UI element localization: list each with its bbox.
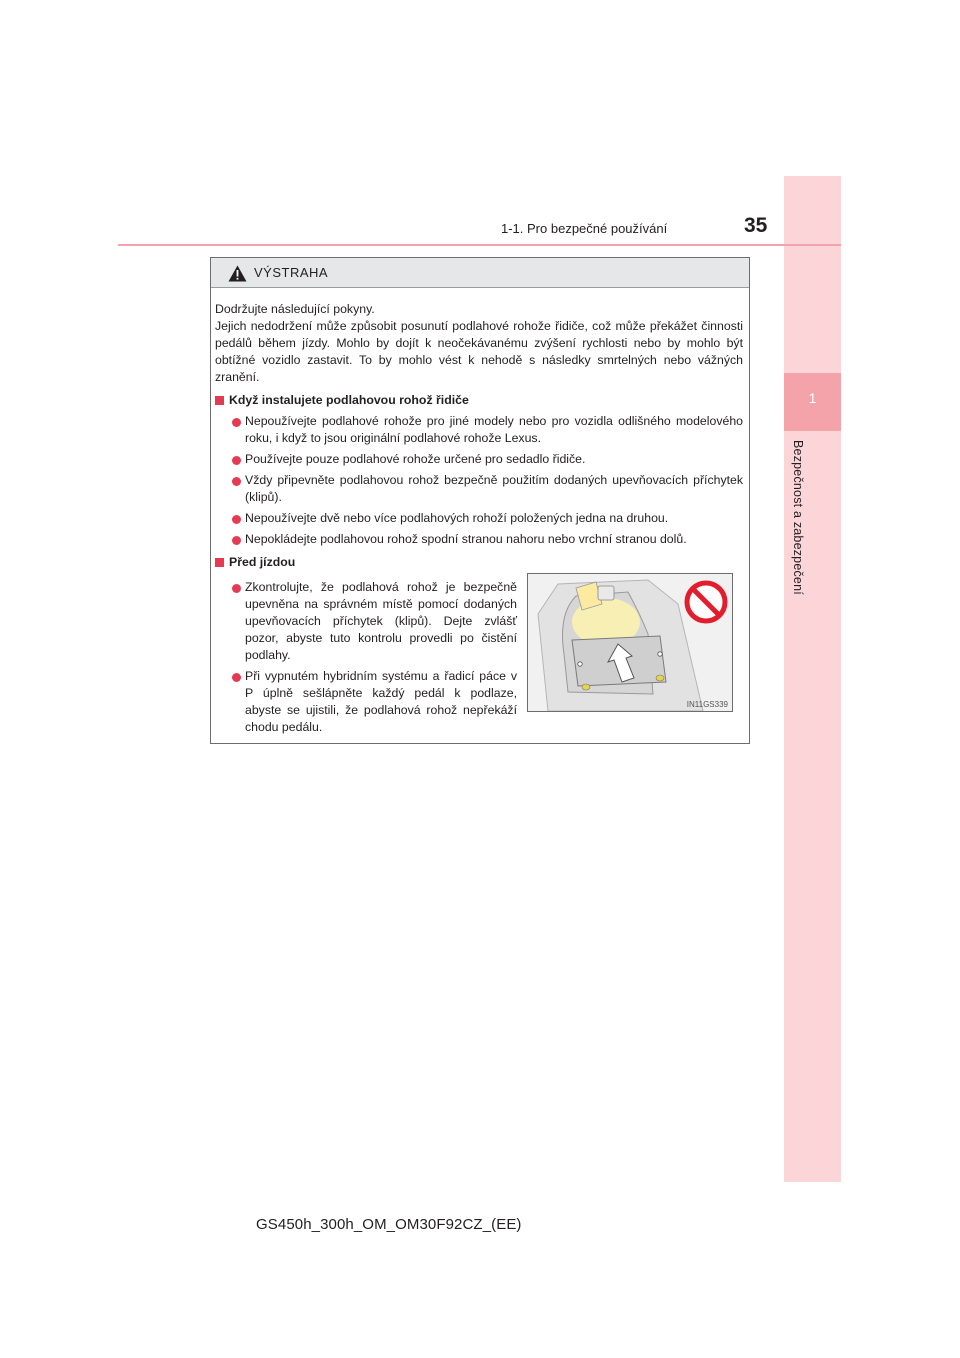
floor-mat-drawing — [528, 574, 732, 711]
warning-triangle-icon — [228, 265, 247, 282]
intro-line: Dodržujte následující pokyny. — [215, 302, 375, 316]
red-square-icon — [215, 396, 224, 405]
red-bullet-icon — [232, 515, 241, 524]
list-item: Vždy připevněte podlahovou rohož bezpečně použitím dodaných upevňovacích příchytek (klipů). — [215, 472, 743, 506]
section-heading — [215, 554, 743, 571]
list-item: Nepokládejte podlahovou rohož spodní stranou nahoru nebo vrchní stranou dolů. — [215, 531, 743, 548]
chapter-number: 1 — [808, 390, 817, 406]
section-title: 1-1. Pro bezpečné používání — [501, 221, 668, 236]
before-driving-list — [215, 575, 517, 748]
intro-paragraph: Jejich nedodržení může způsobit posunutí podlahové rohože řidiče, což může překážet činnosti pedálů během jízdy. Mohlo by dojít k neočekávanému zvýšení rychlosti nebo by mohlo být obtížné vozidlo zastavit. To by mohlo vést k nehodě s následky smrtelných nebo vážných zranění. — [215, 319, 743, 384]
red-bullet-icon — [232, 456, 241, 465]
section-heading-text: Když instalujete podlahovou rohož řidiče — [229, 393, 469, 407]
section-heading — [215, 392, 743, 409]
list-item: Při vypnutém hybridním systému a řadicí páce v P úplně sešlápněte každý pedál k podlaze, abyste se ujistili, že podlahová rohož nepřekáží chodu pedálu. — [215, 668, 517, 736]
red-bullet-icon — [232, 584, 241, 593]
red-bullet-icon — [232, 477, 241, 486]
red-bullet-icon — [232, 418, 241, 427]
chapter-sidebar — [784, 176, 841, 1182]
warning-body — [215, 301, 743, 571]
list-item: Používejte pouze podlahové rohože určené pro sedadlo řidiče. — [215, 451, 743, 468]
warning-header — [211, 258, 749, 288]
red-square-icon — [215, 558, 224, 567]
chapter-title: Bezpečnost a zabezpečení — [791, 440, 805, 595]
red-bullet-icon — [232, 536, 241, 545]
list-item: Nepoužívejte dvě nebo více podlahových rohoží položených jedna na druhou. — [215, 510, 743, 527]
figure-code: IN11GS339 — [686, 700, 728, 709]
warning-box — [210, 257, 750, 744]
warning-title: VÝSTRAHA — [254, 265, 329, 280]
page-number: 35 — [744, 214, 768, 237]
header-rule — [118, 244, 841, 246]
floor-mat-illustration — [527, 573, 733, 712]
list-item: Nepoužívejte podlahové rohože pro jiné modely nebo pro vozidla odlišného modelového roku, i když to jsou originální podlahové rohože Lexus. — [215, 413, 743, 447]
document-code: GS450h_300h_OM_OM30F92CZ_(EE) — [256, 1216, 522, 1233]
section-heading-text: Před jízdou — [229, 555, 296, 569]
red-bullet-icon — [232, 673, 241, 682]
list-item: Zkontrolujte, že podlahová rohož je bezpečně upevněna na správném místě pomocí dodaných upevňovacích příchytek (klipů). Dejte zvlášť pozor, abyste tuto kontrolu provedli po čistění podlahy. — [215, 579, 517, 664]
